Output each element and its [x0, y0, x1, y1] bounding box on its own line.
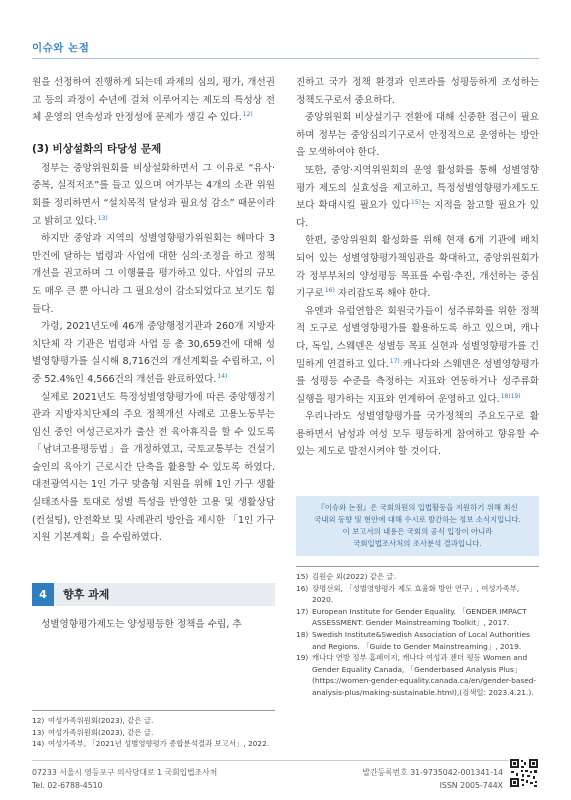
footer-address: 07233 서울시 영등포구 의사당대로 1 국회입법조사처 — [32, 768, 218, 777]
notice-line: 『이슈와 논점』은 국회의원의 입법활동을 지원하기 위해 최신 — [317, 503, 518, 512]
footer-issn: ISSN 2005-744X — [439, 781, 503, 790]
qr-code-icon[interactable] — [509, 758, 539, 788]
left-paragraph-4: 가령, 2021년도에 46개 중앙행정기관과 260개 지방자치단체 각 기관은 법령과 사업 등 총 30,659건에 대해 성별영향평가를 실시해 8,716건의 개선계획을 수립하고, 이 중 52.4%인 4,566건의 개선을 완료하였다.$^{14)}$ — [32, 321, 275, 385]
footnote: 16) 장명선외, 「성별영향평가 제도 효율화 방안 연구」, 여성가족부, 2020. — [296, 583, 520, 605]
footnote: 19) 캐나다 연방 정부 홈페이지, 캐나다 여성과 젠더 평등 Women and Gender Equality Canada, 「Genderbased Analysis Plus」 (https://women-gender-equality.canada.ca/en/gender-based-analysis-plus/making-sustainable.html),(검색일: 2023.4.21.). — [296, 653, 537, 697]
section-number: 4 — [32, 583, 54, 606]
right-column — [296, 74, 539, 461]
section-heading — [32, 583, 275, 606]
footnote-ref[interactable]: 16) — [324, 287, 335, 295]
right-paragraph-3: 또한, 중앙·지역위원회의 운영 활성화를 통해 성별영향평가 제도의 실효성을 제고하고, 특정성별영향평가제도도 보다 확대시킬 필요가 있다$^{15)}$는 지적을 참고할 필요가 있다. — [296, 164, 539, 229]
footer-divider — [32, 760, 539, 761]
left-paragraph-2: 정부는 중앙위원회를 비상설화하면서 그 이유로 “유사·중복, 실적저조”를 들고 있으며 여가부는 4개의 소관 위원회를 정리하면서 “설치목적 달성과 필요성 감소” 때문이라고 밝히고 있다.$^{13)}$ — [32, 162, 275, 227]
footnote-ref[interactable]: 13) — [97, 214, 108, 222]
footer-left — [32, 766, 217, 792]
footnote: 15) 김원순 외(2022) 같은 글. — [296, 572, 396, 581]
header-title-sub: 논점 — [68, 42, 90, 54]
header-title-main: 이슈와 — [32, 42, 64, 54]
right-paragraph-6: 우리나라도 성별영향평가를 국가정책의 주요도구로 활용하면서 남성과 여성 모두 평등하게 참여하고 향유할 수 있는 제도로 발전시켜야 할 것이다. — [296, 411, 539, 458]
footer-registration: 발간등록번호 31-9735042-001341-14 — [362, 768, 503, 777]
footnote-ref[interactable]: 17) — [389, 357, 400, 365]
right-paragraph-5: 유엔과 유럽연합은 회원국가들이 성주류화를 위한 정책적 도구로 성별영향평가를 활용하도록 하고 있으며, 캐나다, 독일, 스웨덴은 성별등 목표 실현과 성별영향평가를 긴밀하게 연결하고 있다.$^{17)}$ 캐나다와 스웨덴은 성별영향평가를 성평등 수준을 측정하는 지표와 연동하거나 성주류화 실행을 평가하는 지표와 연계하여 운영하고 있다.$^{18)19)}$ — [296, 305, 539, 405]
left-paragraph-3: 하지만 중앙과 지역의 성별영향평가위원회는 해마다 3만건에 달하는 법령과 사업에 대한 심의·조정을 하고 정책개선을 권고하며 그 이행률을 평가하고 있다. 사업의 규모도 매우 큰 뿐 아니라 그 필요성이 감소되었다고 보기도 힘들다. — [32, 233, 275, 315]
notice-box — [296, 496, 539, 556]
footnote: 12) 여성가족위원회(2023), 같은 글. — [32, 716, 154, 725]
footnote: 17) European Institute for Gender Equality. 「GENDER IMPACT ASSESSMENT: Gender Mainstreaming Toolkit」, 2017. — [296, 606, 527, 628]
footnotes-right — [296, 566, 539, 699]
footnote-ref[interactable]: 14) — [217, 372, 228, 380]
subsection-heading: (3) 비상설화의 타당성 문제 — [32, 142, 162, 155]
left-paragraph-5: 실제로 2021년도 특정성별영향평가에 따른 중앙행정기관과 지방자치단체의 주요 정책개선 사례로 고용노동부는 임신 중인 여성근로자가 출산 전 육아휴직을 할 수 있도록 「남녀고용평등법」을 개정하였고, 국토교통부는 건설기술인의 육아기 근로시간 단축을 활용할 수 있도록 하였다. 대전광역시는 1인 가구 맞춤형 지원을 위해 1인 가구 생활실태조사를 토대로 성별 특성을 반영한 고용 및 생활상담(컨설팅), 안전확보 및 사례관리 방안을 제시한 「1인 가구 지원 기본계획」을 수립하였다. — [32, 391, 275, 544]
footnote: 18) Swedish Institute&Swedish Association of Local Authorities and Regions. 「Guide to Gender Mainstreaming」, 2019. — [296, 629, 530, 651]
right-paragraph-2: 중앙위원회 비상설기구 전환에 대해 신중한 접근이 필요하며 정부는 중앙심의기구로서 안정적으로 운영하는 방안을 모색하여야 한다. — [296, 112, 539, 159]
footer-tel: Tel. 02-6788-4510 — [32, 781, 103, 790]
footnote-ref[interactable]: 18)19) — [500, 392, 521, 400]
header-divider — [32, 58, 539, 59]
footnote: 14) 여성가족부, 「2021년 성별영향평가 종합분석결과 보고서」, 2022. — [32, 739, 270, 749]
footnote-ref[interactable]: 15) — [411, 199, 421, 207]
section-title: 향후 과제 — [63, 588, 110, 602]
notice-line: 국회입법조사처의 조사분석 결과입니다. — [353, 539, 482, 548]
left-column — [32, 74, 275, 633]
notice-line: 이 보고서의 내용은 국회의 공식 입장이 아니라 — [342, 527, 493, 536]
running-header — [32, 40, 89, 55]
left-paragraph-1: 원을 선정하여 진행하게 되는데 과제의 심의, 평가, 개선권고 등의 과정이 수년에 걸쳐 이루어지는 제도의 특성상 전체 운영의 연속성과 안정성에 문제가 생길 수 있다.$^{12)}$ — [32, 77, 275, 124]
footnote-ref[interactable]: 12) — [242, 111, 253, 119]
footnote: 13) 여성가족위원회(2023), 같은 글. — [32, 727, 154, 737]
footer-right — [363, 766, 503, 792]
right-paragraph-4: 한편, 중앙위원회 활성화를 위해 현재 6개 기관에 배치되어 있는 성별영향평가책임관을 확대하고, 중앙위원회가 각 정부부처의 양성평등 목표를 수립·추진, 개선하는 중심기구로$^{16)}$ 자리잡도록 해야 한다. — [296, 235, 539, 300]
left-paragraph-6: 성별영향평가제도는 양성평등한 정책을 수립, 추 — [41, 618, 242, 630]
notice-line: 국내외 동향 및 현안에 대해 수시로 발간하는 정보 소식지입니다. — [314, 515, 521, 524]
footnotes-left — [32, 710, 275, 750]
right-paragraph-1: 진하고 국가 정책 환경과 인프라를 성평등하게 조성하는 정책도구로서 중요하다. — [296, 77, 539, 106]
